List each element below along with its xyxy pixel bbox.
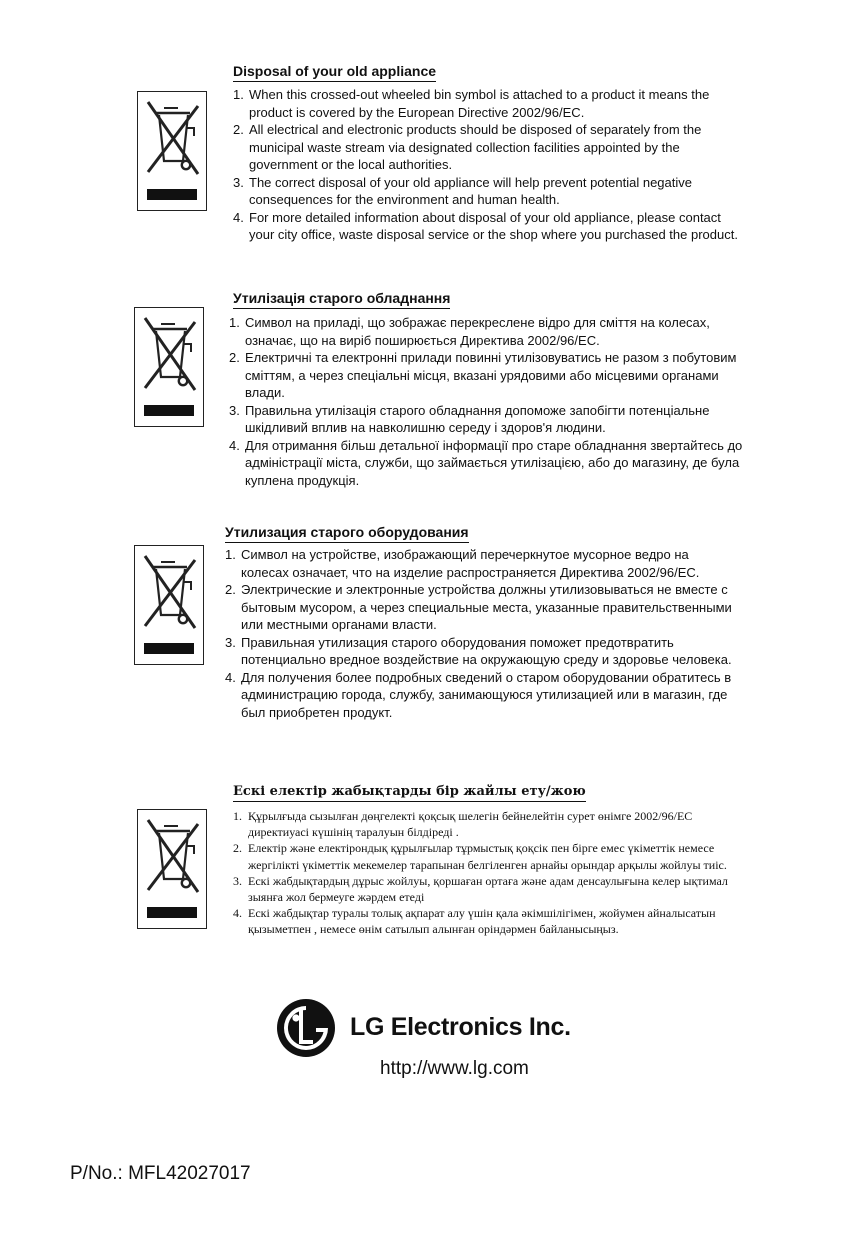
list-item: 4. For more detailed information about disposal of your old appliance, please contact your city office, waste disposal service or the shop where you purchased the product. (233, 209, 738, 242)
list-item: 4. Для отримання більш детальної інформації про старе обладнання звертайтесь до адміністрації міста, служби, що займається утилізацією, або до магазину, де була куплена продукція. (229, 437, 743, 488)
list-item: 4. Для получения более подробных сведений о старом оборудовании обратитесь в администрацию города, службу, занимающуюся утилизацией или в магазин, где был приобретен продукт. (225, 669, 732, 720)
list-item: 1. When this crossed-out wheeled bin symbol is attached to a product it means the product is covered by the European Directive 2002/96/EC. (233, 87, 710, 120)
list-item: 2. Електричні та електронні прилади повинні утилізовуватись не разом з побутовим сміттям, а через спеціальні місця, вказані урядовими або місцевими органами влади. (229, 350, 737, 400)
weee-black-bar (144, 643, 194, 654)
weee-black-bar (144, 405, 194, 416)
weee-symbol-box-4 (137, 809, 207, 929)
brand-name: LG Electronics Inc. (350, 1013, 571, 1041)
instruction-list-en (233, 86, 743, 244)
weee-symbol-box-3 (134, 545, 204, 665)
list-item: 1. Құрылғыда сызылған дөңгелекті қоқсық шелегін бейнелейтін сурет өнімге 2002/96/EC директиуасі күшінің таралуын білдіреді . (233, 809, 693, 840)
list-item: 4. Ескі жабдықтар туралы толық ақпарат алу үшін қала әкімшілігімен, жойумен айналысатын қызыметпен , немесе өнім сатылып алынған оріндәрмен байланысыңыз. (233, 906, 716, 937)
part-number: P/No.: MFL42027017 (70, 1163, 251, 1184)
instruction-list-kk (233, 808, 741, 938)
list-item: 1. Символ на приладі, що зображає перекреслене відро для сміття на колесах, означає, що на виріб поширюється Директива 2002/96/EC. (229, 315, 710, 348)
list-item: 1. Символ на устройстве, изображающий перечеркнутое мусорное ведро на колесах означает, что на изделие распространяется Директива 2002/96/EC. (225, 547, 700, 580)
list-item: 2. Електір және електірондық құрылғылар тұрмыстық қоқсік пен бірге емес үкіметтік немесе жергілікті үкіметтік мекемелер тарапынан белгіленген арнайы орындар арқылы жойлуы тиіс. (233, 841, 727, 872)
list-item: 3. The correct disposal of your old appliance will help prevent potential negative consequences for the environment and human health. (233, 174, 692, 207)
list-item: 3. Правильная утилизация старого оборудования поможет предотвратить потенциально вредное воздействие на окружающую среду и здоровье человека. (225, 634, 732, 667)
weee-black-bar (147, 907, 197, 918)
crossed-out-bin-icon (142, 816, 204, 898)
crossed-out-bin-icon (139, 314, 201, 396)
list-item: 3. Ескі жабдықтардың дұрыс жойлуы, қоршаған ортаға және адам денсаулығына келер ықтимал зыянға жол бермеуге жәрдем етеді (233, 873, 728, 905)
section-title-en: Disposal of your old appliance (233, 63, 436, 82)
list-item: 2. Электрические и электронные устройства должны утилизовываться не вместе с бытовым мусором, а через специальные места, указанные правительственными или местными органами власти. (225, 582, 732, 632)
weee-symbol-box-2 (134, 307, 204, 427)
section-title-ru: Утилизация старого оборудования (225, 524, 469, 543)
weee-symbol-box-1 (137, 91, 207, 211)
instruction-list-ru (225, 546, 735, 721)
lg-logo (276, 998, 606, 1058)
instruction-list-uk (229, 314, 743, 489)
list-item: 2. All electrical and electronic products should be disposed of separately from the municipal waste stream via designated collection facilities appointed by the government or the local authorities. (233, 122, 702, 172)
website-url[interactable]: http://www.lg.com (380, 1058, 529, 1079)
section-title-uk: Утилізація старого обладнання (233, 290, 450, 309)
crossed-out-bin-icon (139, 552, 201, 634)
section-title-kk: Ескі електір жабықтарды бір жайлы ету/жою (233, 783, 586, 802)
weee-black-bar (147, 189, 197, 200)
lg-face-logo-icon (276, 998, 336, 1058)
crossed-out-bin-icon (142, 98, 204, 180)
list-item: 3. Правильна утилізація старого обладнання допоможе запобігти потенціальне шкідливий вплив на навколишню середу і здоров'я людини. (229, 402, 710, 435)
